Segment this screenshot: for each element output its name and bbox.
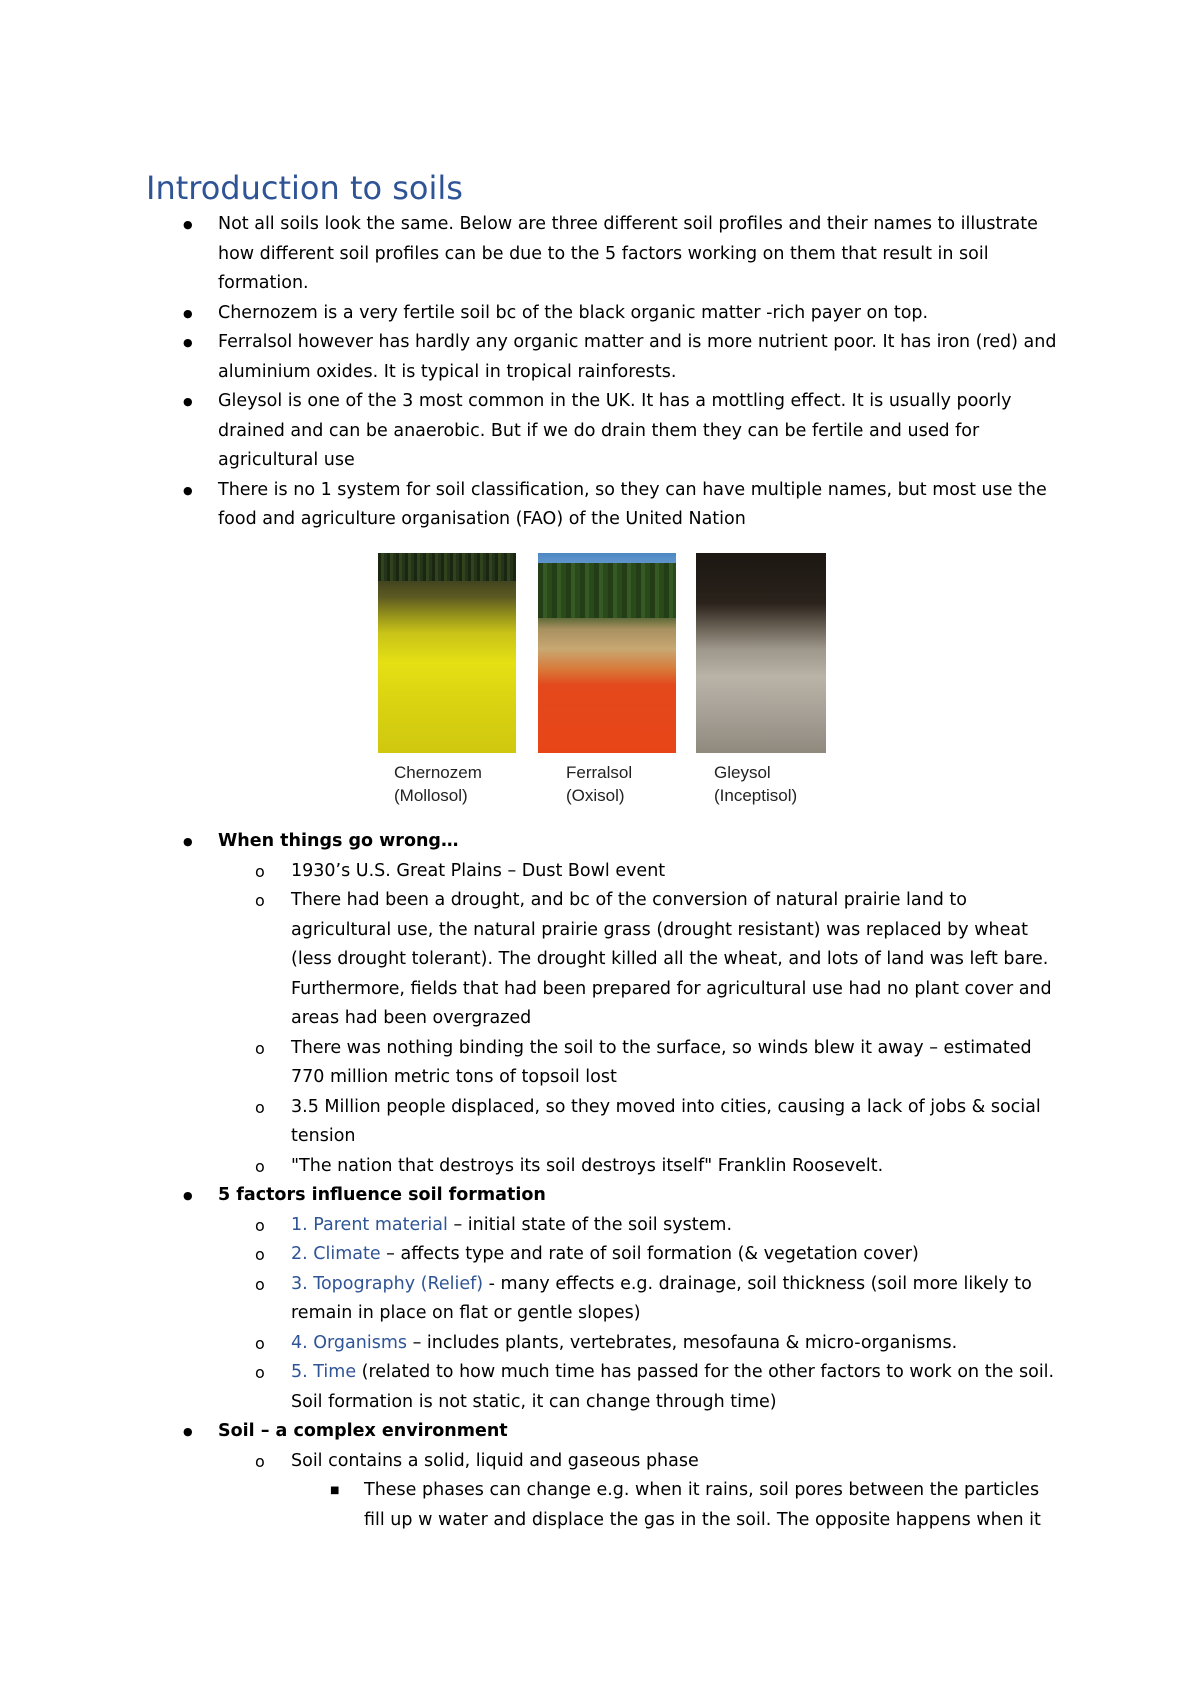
bullet-icon: ● (183, 306, 193, 320)
list-item: o 5. Time (related to how much time has passed for the other factors to work on the soil. Soil formation is not static, it can change through time) (0, 1358, 1060, 1417)
circle-bullet-icon: o (255, 1038, 265, 1058)
circle-bullet-icon: o (255, 1156, 265, 1176)
bullet-icon: ● (183, 1189, 193, 1202)
figure-caption: Chernozem (Mollosol) (394, 763, 482, 805)
circle-bullet-icon: o (255, 1097, 265, 1117)
list-item: o "The nation that destroys its soil destroys itself" Franklin Roosevelt. (0, 1152, 1060, 1182)
circle-bullet-icon: o (255, 1274, 265, 1294)
circle-bullet-icon: o (255, 891, 265, 910)
bullet-icon: ● (183, 1425, 193, 1438)
list-item: ● Chernozem is a very fertile soil bc of the black organic matter -rich payer on top. (0, 299, 1060, 329)
circle-bullet-icon: o (255, 1215, 265, 1235)
list-item: o 4. Organisms – includes plants, vertebrates, mesofauna & micro-organisms. (0, 1329, 1060, 1359)
list-item: ● Ferralsol however has hardly any organic matter and is more nutrient poor. It has iron (red) and aluminium oxides. It is typical in tropical rainforests. (0, 328, 1060, 387)
list-item: ● Not all soils look the same. Below are three different soil profiles and their names to illustrate how different soil profiles can be due to the 5 factors working on them that result in soil formation. (0, 210, 1060, 299)
list-item: o 2. Climate – affects type and rate of soil formation (& vegetation cover) (0, 1240, 1060, 1270)
bullet-icon: ● (183, 218, 193, 231)
square-bullet-icon: ■ (330, 1485, 340, 1496)
circle-bullet-icon: o (255, 1245, 265, 1264)
page-title: Introduction to soils (146, 169, 463, 207)
circle-bullet-icon: o (255, 1363, 265, 1382)
gleysol-profile-image (696, 553, 826, 753)
figure-caption: Ferralsol (Oxisol) (566, 763, 633, 805)
list-item: o 3. Topography (Relief) - many effects e.g. drainage, soil thickness (soil more likely to remain in place on flat or gentle slopes) (0, 1270, 1060, 1329)
bullet-icon: ● (183, 395, 193, 408)
bullet-icon: ● (183, 483, 193, 497)
intro-list (0, 210, 1060, 535)
chernozem-profile-image (378, 553, 516, 753)
circle-bullet-icon: o (255, 861, 265, 881)
list-item: ● 5 factors influence soil formation (0, 1181, 1060, 1211)
circle-bullet-icon: o (255, 1333, 265, 1353)
list-item: o Soil contains a solid, liquid and gaseous phase (0, 1447, 1060, 1477)
circle-bullet-icon: o (255, 1451, 265, 1471)
list-item: ● When things go wrong… (0, 827, 1060, 857)
ferralsol-profile-image (538, 553, 676, 753)
list-item: o 3.5 Million people displaced, so they moved into cities, causing a lack of jobs & social tension (0, 1093, 1060, 1152)
main-list (0, 827, 1060, 1535)
list-item: o There had been a drought, and bc of the conversion of natural prairie land to agricultural use, the natural prairie grass (drought resistant) was replaced by wheat (less drought tolerant). The drought killed all the wheat, and lots of land was left bare. Furthermore, fields that had been prepared for agricultural use had no plant cover and areas had been overgrazed (0, 886, 1060, 1034)
list-item: o 1930’s U.S. Great Plains – Dust Bowl event (0, 857, 1060, 887)
list-item: o 1. Parent material – initial state of the soil system. (0, 1211, 1060, 1241)
list-item: o There was nothing binding the soil to the surface, so winds blew it away – estimated 770 million metric tons of topsoil lost (0, 1034, 1060, 1093)
bullet-icon: ● (183, 835, 193, 848)
soil-profiles-figure (378, 553, 828, 806)
list-item: ● Soil – a complex environment (0, 1417, 1060, 1447)
list-item: ● Gleysol is one of the 3 most common in the UK. It has a mottling effect. It is usually poorly drained and can be anaerobic. But if we do drain them they can be fertile and used for agricultural use (0, 387, 1060, 476)
list-item: ● There is no 1 system for soil classification, so they can have multiple names, but most use the food and agriculture organisation (FAO) of the United Nation (0, 476, 1060, 535)
bullet-icon: ● (183, 336, 193, 349)
figure-caption: Gleysol (Inceptisol) (714, 763, 798, 805)
list-item: ■ These phases can change e.g. when it rains, soil pores between the particles fill up w water and displace the gas in the soil. The opposite happens when it (0, 1476, 1060, 1535)
